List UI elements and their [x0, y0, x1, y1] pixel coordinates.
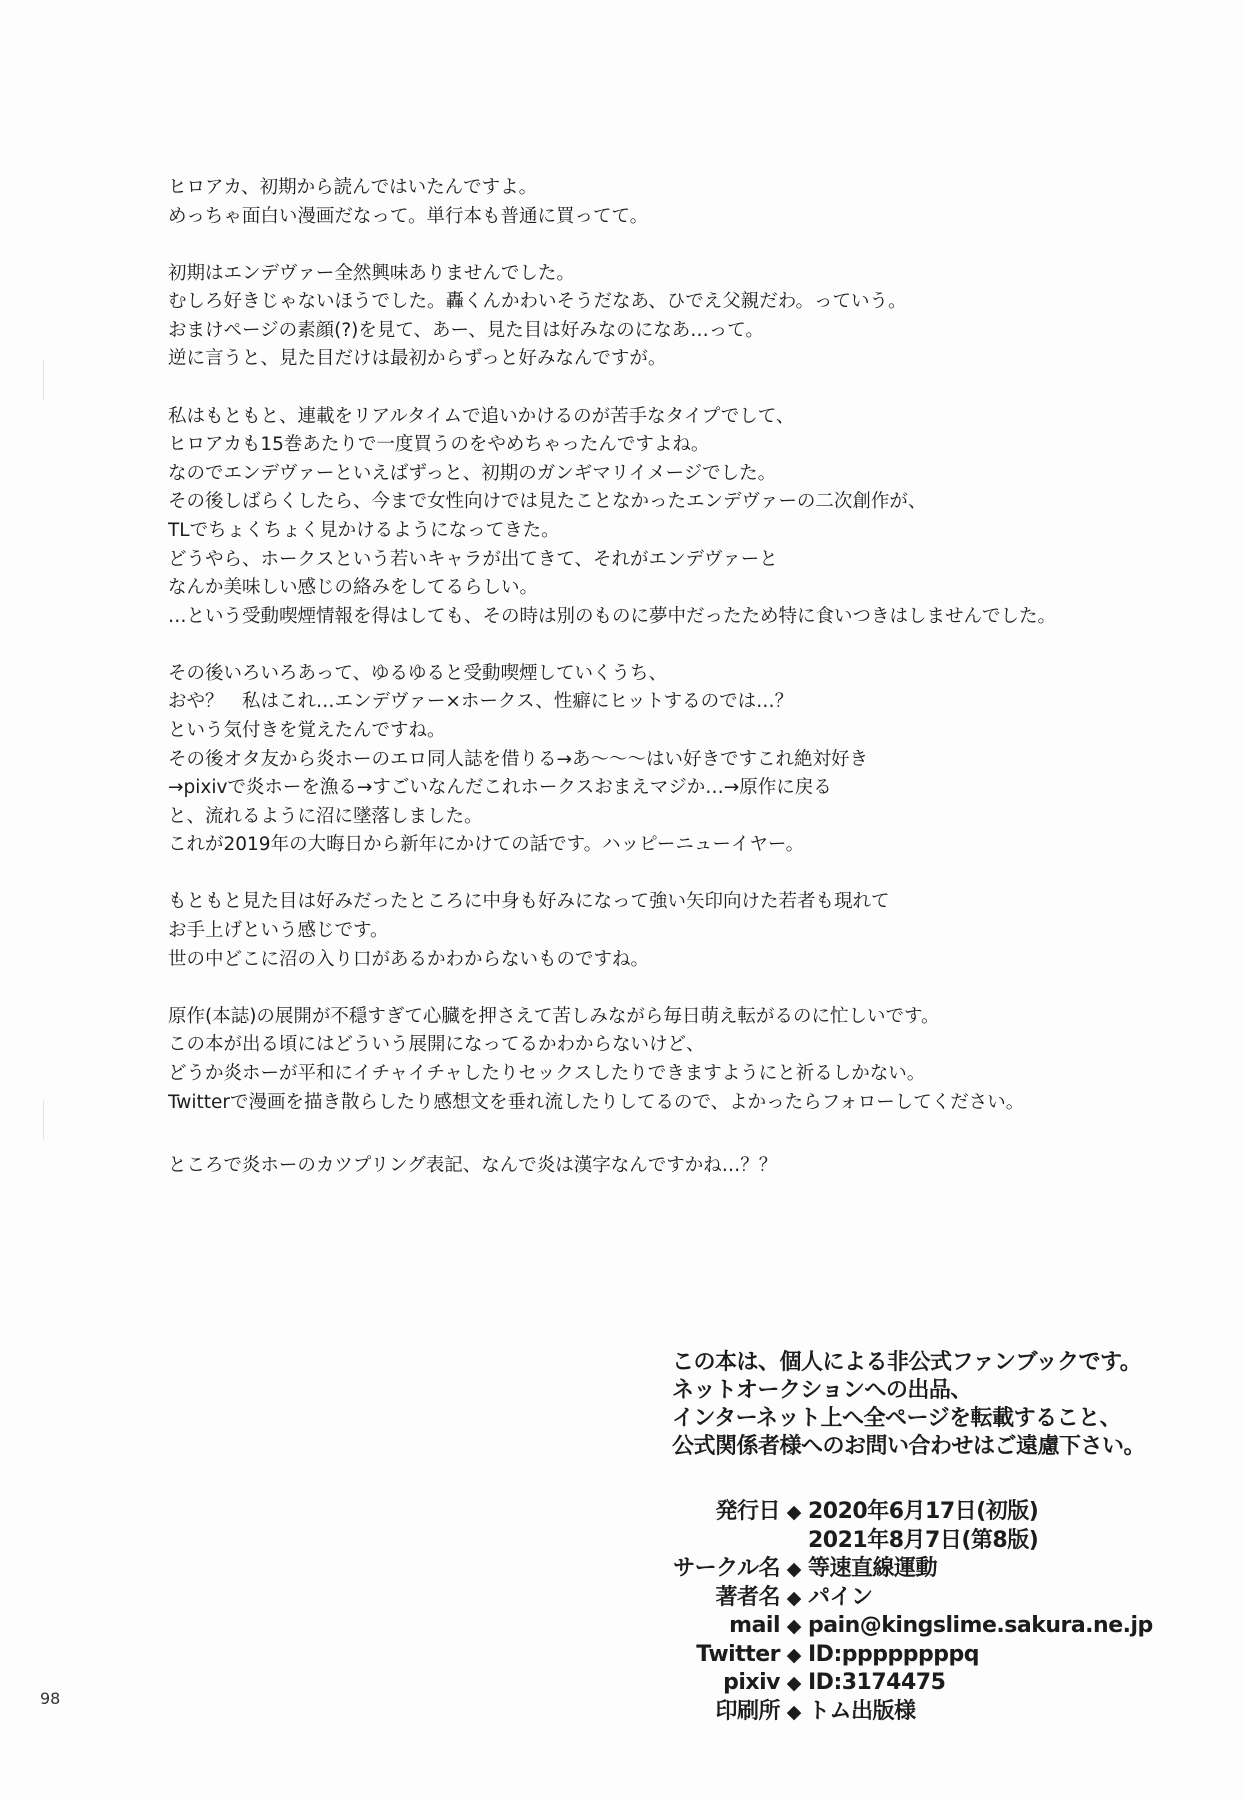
essay-line: ヒロアカ、初期から読んではいたんですよ。 [168, 177, 538, 198]
essay-line: 原作(本誌)の展開が不穏すぎて心臓を押さえて苦しみながら毎日萌え転がるのに忙しいです。 [168, 1005, 940, 1027]
essay-line: なんか美味しい感じの絡みをしてるらしい。 [168, 577, 539, 599]
essay-line: と、流れるように沼に墜落しました。 [168, 805, 483, 827]
afterword-essay [168, 174, 1168, 1146]
essay-line: おまけページの素顔(?)を見て、あー、見た目は好みなのになあ…って。 [168, 319, 764, 341]
notice-line: 公式関係者様へのお問い合わせはご遠慮下さい。 [672, 1434, 1146, 1459]
colophon-row-publish-date [600, 1498, 1220, 1527]
essay-line: むしろ好きじゃないほうでした。轟くんかわいそうだなあ、ひでえ父親だわ。っていう。 [168, 291, 907, 313]
essay-closing-line: ところで炎ホーのカツプリング表記、なんで炎は漢字なんですかね…？？ [168, 1155, 778, 1176]
essay-line: その後しばらくしたら、今まで女性向けでは見たことなかったエンデヴァーの二次創作が、 [168, 491, 927, 513]
colophon-label: pixiv [723, 1670, 780, 1695]
essay-paragraph [168, 1003, 1168, 1117]
colophon-row-pixiv [600, 1669, 1220, 1698]
diamond-bullet-icon: ◆ [786, 1672, 802, 1694]
essay-line: Twitterで漫画を描き散らしたり感想文を垂れ流したりしてるので、よかったらフォローしてください。 [168, 1091, 1025, 1113]
colophon-row-circle-name [600, 1555, 1220, 1584]
essay-paragraph [168, 888, 1168, 974]
essay-line: この本が出る頃にはどういう展開になってるかわからないけど、 [168, 1034, 705, 1056]
essay-line: お手上げという感じです。 [168, 920, 389, 942]
colophon-value: パイン [808, 1584, 873, 1610]
colophon-label: 発行日 [715, 1499, 780, 1524]
colophon-value: pain@kingslime.sakura.ne.jp [808, 1613, 1153, 1638]
diamond-bullet-icon: ◆ [786, 1615, 802, 1637]
scan-margin-mark [43, 1100, 44, 1140]
essay-line: TLでちょくちょく見かけるようになってきた。 [168, 519, 560, 541]
essay-line: もともと見た目は好みだったところに中身も好みになって強い矢印向けた若者も現れて [168, 891, 890, 913]
colophon-row-author [600, 1584, 1220, 1613]
essay-paragraph [168, 403, 1168, 632]
essay-line: ヒロアカも15巻あたりで一度買うのをやめちゃったんですよね。 [168, 434, 710, 456]
diamond-bullet-icon: ◆ [786, 1700, 802, 1723]
colophon-value: 等速直線運動 [808, 1556, 938, 1581]
essay-line: その後いろいろあって、ゆるゆると受動喫煙していくうち、 [168, 662, 667, 684]
colophon-label: Twitter [696, 1641, 780, 1667]
colophon-label: mail [729, 1613, 780, 1638]
colophon-value: トム出版様 [808, 1698, 916, 1724]
essay-line: どうか炎ホーが平和にイチャイチャしたりセックスしたりできますようにと祈るしかない。 [168, 1062, 926, 1084]
colophon-row-printer [600, 1698, 1220, 1727]
notice-line: インターネット上へ全ページを転載すること、 [672, 1406, 1122, 1431]
diamond-bullet-icon: ◆ [786, 1586, 802, 1609]
essay-line: なのでエンデヴァーといえばずっと、初期のガンギマリイメージでした。 [168, 462, 777, 484]
scan-margin-mark [43, 360, 44, 400]
essay-line: めっちゃ面白い漫画だなって。単行本も普通に買ってて。 [168, 205, 649, 227]
colophon-label: 著者名 [715, 1584, 780, 1610]
diamond-bullet-icon: ◆ [786, 1501, 802, 1523]
essay-line: おや？ 私はこれ…エンデヴァー×ホークス、性癖にヒットするのでは…？ [168, 691, 794, 713]
essay-line: …という受動喫煙情報を得はしても、その時は別のものに夢中だったため特に食いつきはしませんでした。 [168, 605, 1057, 627]
notice-line: この本は、個人による非公式ファンブックです。 [672, 1350, 1142, 1375]
essay-line: という気付きを覚えたんですね。 [168, 720, 446, 741]
notice-line: ネットオークションへの出品、 [672, 1378, 972, 1403]
colophon-row-twitter [600, 1641, 1220, 1670]
unofficial-fanbook-notice [672, 1349, 1192, 1461]
essay-line: →pixivで炎ホーを漁る→すごいなんだこれホークスおまえマジか…→原作に戻る [168, 777, 832, 799]
colophon-value: ID:ppppppppq [808, 1641, 979, 1667]
colophon-value: 2021年8月7日(第8版) [808, 1527, 1039, 1553]
colophon-label: 印刷所 [715, 1698, 780, 1724]
essay-paragraph [168, 260, 1168, 374]
colophon-row-reprint-date [600, 1527, 1220, 1556]
diamond-bullet-icon: ◆ [786, 1558, 802, 1580]
colophon-label: サークル名 [673, 1556, 780, 1581]
essay-paragraph [168, 174, 1168, 231]
essay-line: どうやら、ホークスという若いキャラが出てきて、それがエンデヴァーと [168, 548, 778, 570]
essay-line: 逆に言うと、見た目だけは最初からずっと好みなんですが。 [168, 348, 667, 370]
diamond-bullet-icon: ◆ [786, 1643, 802, 1666]
essay-line: 世の中どこに沼の入り口があるかわからないものですね。 [168, 948, 650, 970]
essay-line: その後オタ友から炎ホーのエロ同人誌を借りる→あ～～～はい好きですこれ絶対好き [168, 748, 869, 770]
essay-line: 初期はエンデヴァー全然興味ありませんでした。 [168, 262, 575, 284]
colophon-value: ID:3174475 [808, 1670, 946, 1695]
essay-line: 私はもともと、連載をリアルタイムで追いかけるのが苦手なタイプでして、 [168, 405, 795, 427]
page-number: 98 [40, 1689, 61, 1708]
colophon [600, 1498, 1220, 1726]
essay-line: これが2019年の大晦日から新年にかけての話です。ハッピーニューイヤー。 [168, 834, 805, 856]
essay-paragraph [168, 660, 1168, 860]
colophon-row-mail [600, 1612, 1220, 1641]
colophon-value: 2020年6月17日(初版) [808, 1499, 1039, 1524]
